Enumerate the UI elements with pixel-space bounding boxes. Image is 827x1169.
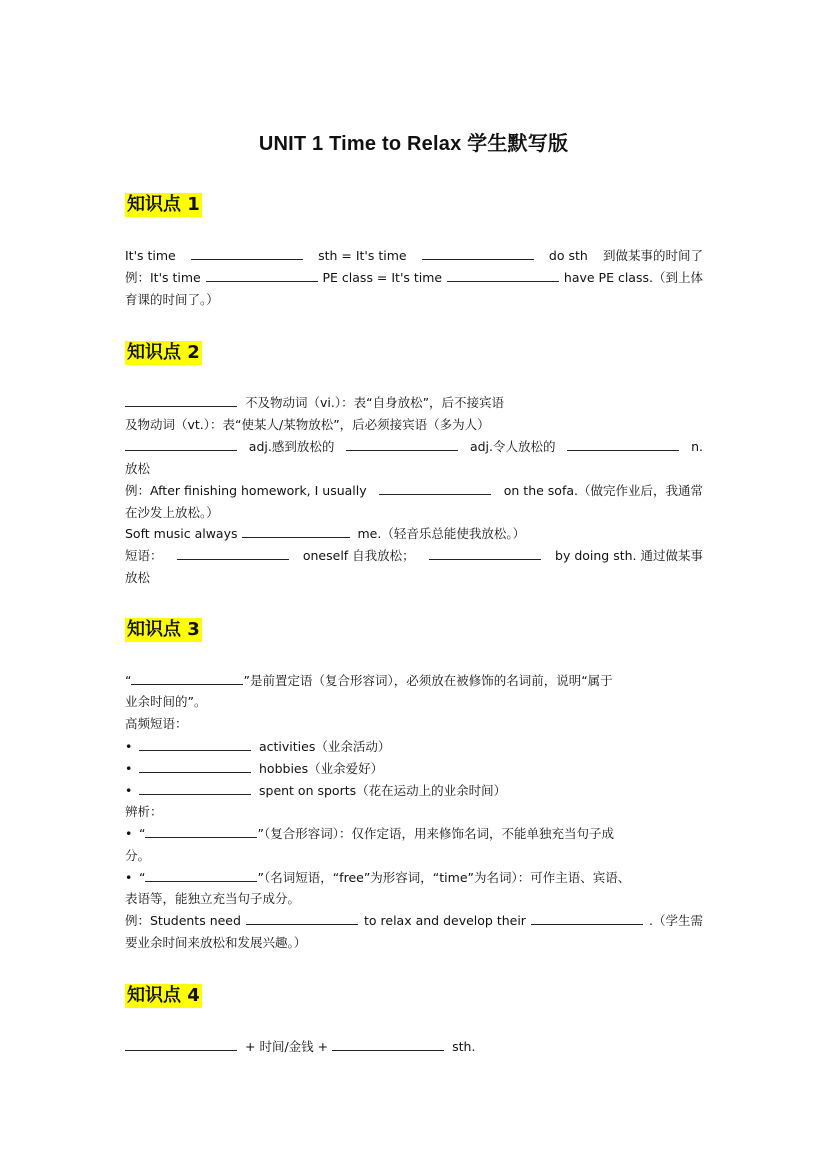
s2-line-2: 及物动词（vt.）：表“使某人/某物放松”，后必须接宾语（多为人）: [125, 417, 490, 432]
s3-line-1: [125, 672, 703, 689]
s1-line-1: [125, 247, 703, 264]
s3-l10-text-b: ”（名词短语，“free”为形容词，“time”为名词）：可作主语、宾语、: [257, 870, 631, 885]
s2-l7-text-b: me.（轻音乐总能使我放松。）: [357, 526, 526, 541]
s2-line-1: [125, 394, 703, 411]
bullet-icon: •: [125, 870, 133, 885]
section-4-heading: 知识点 4: [127, 985, 200, 1006]
s3-l12-text-b: to relax and develop their: [364, 913, 526, 928]
s2-l3-text-a: adj.感到放松的: [248, 439, 335, 454]
s2-line-7: [125, 525, 703, 542]
s2-line-8: [125, 547, 703, 564]
s3-line-5: [125, 760, 703, 777]
blank[interactable]: [125, 439, 237, 451]
s2-line-3: [125, 438, 703, 455]
s2-l7-text-a: Soft music always: [125, 526, 238, 541]
s3-line-11: 表语等，能独立充当句子成分。: [125, 891, 301, 906]
blank[interactable]: [246, 913, 358, 925]
s3-line-6: [125, 782, 703, 799]
blank[interactable]: [125, 1039, 237, 1051]
blank[interactable]: [379, 483, 491, 495]
blank[interactable]: [145, 870, 257, 882]
s2-line-6: 在沙发上放松。）: [125, 505, 219, 520]
s3-line-9: 分。: [125, 848, 151, 863]
blank[interactable]: [177, 548, 289, 560]
s2-l8-text-b: oneself 自我放松；: [302, 548, 415, 563]
s3-l1-text-a: “: [125, 673, 132, 688]
s2-line-9: 放松: [125, 570, 151, 585]
s3-l8-text-a: “: [139, 826, 146, 841]
s3-line-3: 高频短语：: [125, 716, 188, 731]
s3-l5-text-a: hobbies（业余爱好）: [259, 761, 384, 776]
bullet-icon: •: [125, 783, 133, 798]
s2-line-4: 放松: [125, 461, 151, 476]
s3-line-8: [125, 825, 703, 842]
blank[interactable]: [139, 783, 251, 795]
s2-l3-text-c: n.: [691, 439, 703, 454]
blank[interactable]: [191, 248, 303, 260]
s1-l1-text-c: do sth: [548, 248, 588, 263]
bullet-icon: •: [125, 739, 133, 754]
section-3-heading: 知识点 3: [127, 619, 200, 640]
blank[interactable]: [346, 439, 458, 451]
blank[interactable]: [206, 270, 318, 282]
s1-line-3: 育课的时间了。）: [125, 292, 219, 307]
s3-line-2: 业余时间的”。: [125, 694, 207, 709]
s2-l8-text-c: by doing sth. 通过做某事: [555, 548, 703, 563]
blank[interactable]: [131, 673, 243, 685]
blank[interactable]: [139, 761, 251, 773]
s3-l10-text-a: “: [139, 870, 146, 885]
s4-l1-text-b: sth.: [452, 1039, 476, 1054]
s1-l2-text-c: have PE class.（到上体: [563, 270, 703, 285]
bullet-icon: •: [125, 761, 133, 776]
s3-line-12: [125, 912, 703, 929]
s3-l1-text-b: ”是前置定语（复合形容词），必须放在被修饰的名词前，说明“属于: [243, 673, 613, 688]
s3-l4-text-a: activities（业余活动）: [259, 739, 391, 754]
bullet-icon: •: [125, 826, 133, 841]
s2-l5-text-b: on the sofa.（做完作业后，我通常: [503, 483, 703, 498]
s4-l1-text-a: + 时间/金钱 +: [245, 1039, 329, 1054]
s3-line-7: 辨析：: [125, 804, 163, 819]
blank[interactable]: [531, 913, 643, 925]
s3-line-10: [125, 869, 703, 886]
s1-line-2: [125, 269, 703, 286]
s3-l12-text-c: .（学生需: [649, 913, 703, 928]
blank[interactable]: [422, 248, 534, 260]
s1-l1-text-a: It's time: [125, 248, 176, 263]
blank[interactable]: [429, 548, 541, 560]
s2-l3-text-b: adj.令人放松的: [469, 439, 556, 454]
s2-l8-text-a: 短语：: [125, 548, 163, 563]
s1-l1-text-b: sth = It's time: [318, 248, 407, 263]
s2-l1-text-a: 不及物动词（vi.）：表“自身放松”，后不接宾语: [245, 395, 505, 410]
blank[interactable]: [567, 439, 679, 451]
s3-line-4: [125, 738, 703, 755]
s3-l12-text-a: 例：Students need: [125, 913, 241, 928]
s3-line-13: 要业余时间来放松和发展兴趣。）: [125, 935, 307, 950]
blank[interactable]: [139, 739, 251, 751]
s2-line-5: [125, 482, 703, 499]
section-2-heading: 知识点 2: [127, 342, 200, 363]
blank[interactable]: [447, 270, 559, 282]
s4-line-1: [125, 1038, 703, 1055]
s1-l2-text-b: PE class = It's time: [322, 270, 443, 285]
s3-l8-text-b: ”（复合形容词）：仅作定语，用来修饰名词，不能单独充当句子成: [257, 826, 614, 841]
s3-l6-text-a: spent on sports（花在运动上的业余时间）: [259, 783, 507, 798]
s1-l2-text-a: 例：It's time: [125, 270, 201, 285]
blank[interactable]: [125, 395, 237, 407]
blank[interactable]: [242, 526, 350, 538]
section-1-heading: 知识点 1: [127, 194, 200, 215]
s2-l5-text-a: 例：After finishing homework, I usually: [125, 483, 367, 498]
s1-l1-text-d: 到做某事的时间了: [602, 248, 703, 263]
blank[interactable]: [145, 826, 257, 838]
document-title: UNIT 1 Time to Relax 学生默写版: [258, 133, 569, 155]
blank[interactable]: [332, 1039, 444, 1051]
